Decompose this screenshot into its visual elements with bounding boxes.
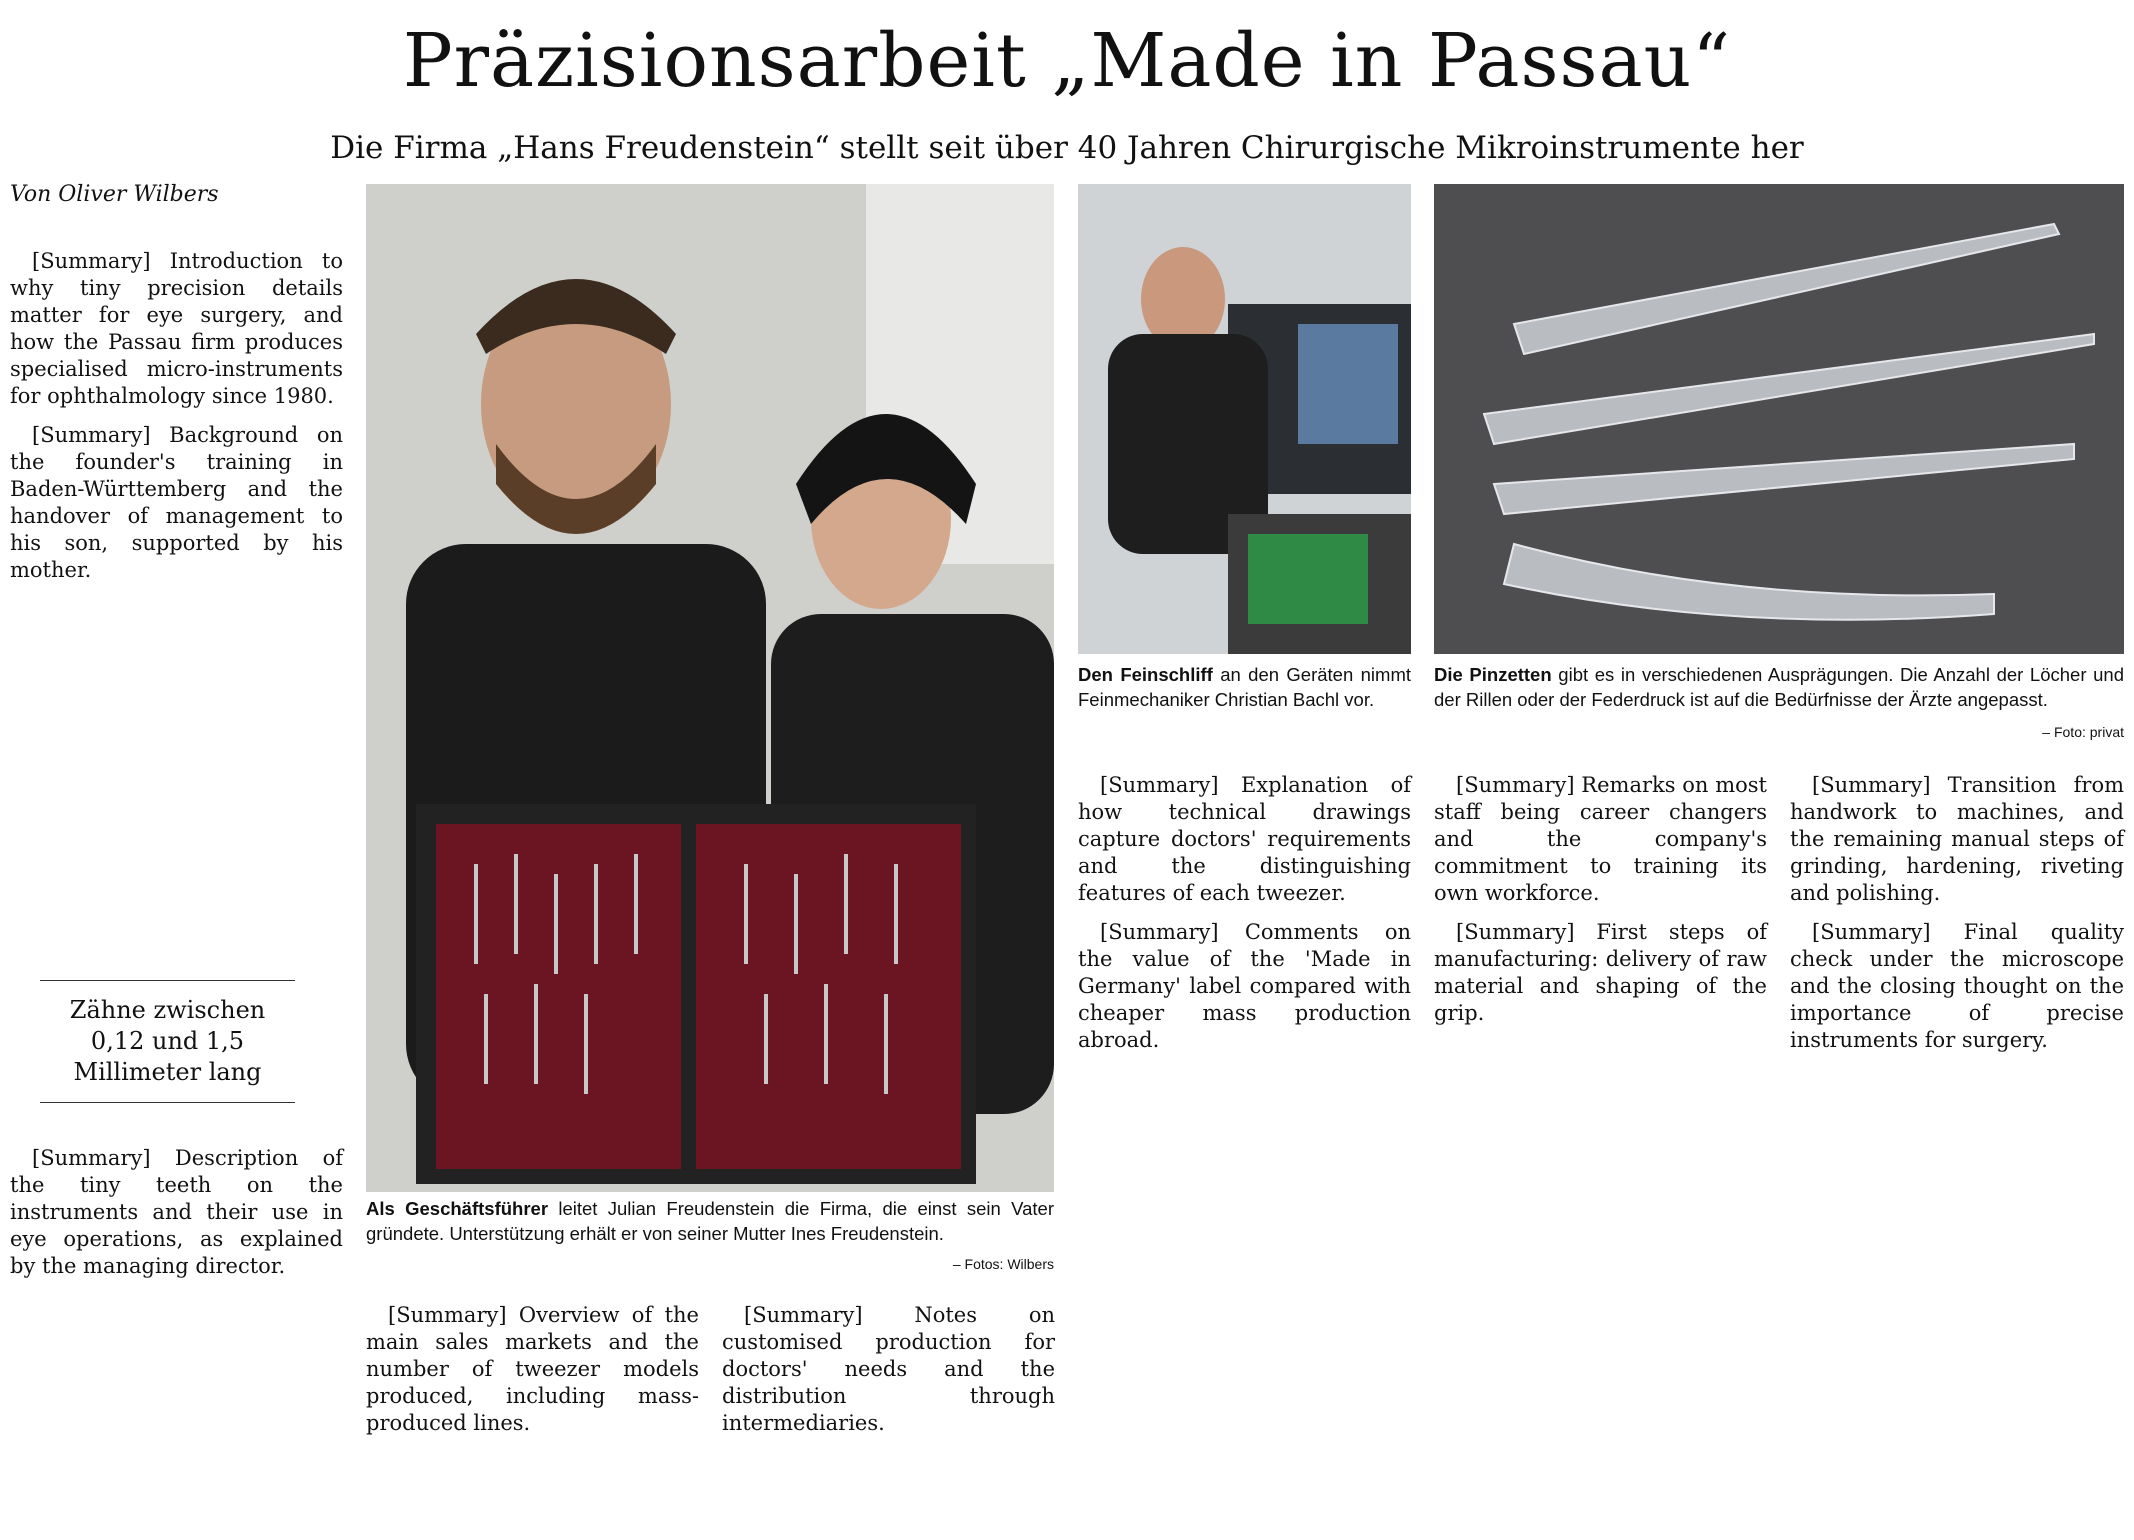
paragraph: [Summary] Comments on the value of the 'Made in Germany' label compared with cheaper mass production abroad. [1078,920,1411,1052]
paragraph: [Summary] Final quality check under the microscope and the closing thought on the importance of precise instruments for surgery. [1790,920,2124,1052]
paragraph: [Summary] Transition from handwork to machines, and the remaining manual steps of grinding, hardening, riveting and polishing. [1790,773,2124,905]
photo-credit: – Fotos: Wilbers [952,1256,1054,1272]
column-1 [10,248,343,596]
column-1b [10,1145,343,1292]
column-5 [1434,772,1767,1039]
paragraph: [Summary] Notes on customised production for doctors' needs and the distribution through intermediaries. [722,1303,1055,1435]
photo-3-caption [1434,662,2124,712]
column-4 [1078,772,1411,1066]
photo-illustration [366,184,1054,1192]
paragraph: [Summary] Remarks on most staff being career changers and the company's commitment to training its own workforce. [1434,773,1767,905]
caption-lead: Als Geschäftsführer [366,1198,549,1219]
caption-text: gibt es in verschiedenen Ausprägungen. Die Anzahl der Löcher und der Rillen oder der Federdruck ist auf die Bedürfnisse der Ärzte angepasst. [1434,664,2124,710]
paragraph: [Summary] Overview of the main sales markets and the number of tweezer models produced, including mass-produced lines. [366,1303,699,1435]
photo-illustration [1434,184,2124,654]
byline: Von Oliver Wilbers [10,182,219,207]
photo-illustration [1078,184,1411,654]
photo-tweezers [1434,184,2124,654]
subhead: Die Firma „Hans Freudenstein“ stellt seit über 40 Jahren Chirurgische Mikroinstrumente her [330,130,1804,166]
column-2 [366,1302,699,1449]
pull-quote: Zähne zwischen 0,12 und 1,5 Millimeter lang [40,980,295,1103]
caption-lead: Die Pinzetten [1434,664,1552,685]
photo-owners [366,184,1054,1192]
caption-text: an den Geräten nimmt Feinmechaniker Christian Bachl vor. [1078,664,1411,710]
photo-1-caption [366,1196,1054,1246]
paragraph: [Summary] Introduction to why tiny precision details matter for eye surgery, and how the Passau firm produces specialised micro-instruments for ophthalmology since 1980. [10,249,343,408]
column-3 [722,1302,1055,1449]
caption-text: leitet Julian Freudenstein die Firma, die einst sein Vater gründete. Unterstützung erhält er von seiner Mutter Ines Freudenstein. [366,1198,1054,1244]
photo-2-caption [1078,662,1411,712]
headline: Präzisionsarbeit „Made in Passau“ [402,18,1732,104]
photo-credit: – Foto: privat [2042,724,2124,740]
photo-mechanic [1078,184,1411,654]
column-6 [1790,772,2124,1066]
paragraph: [Summary] First steps of manufacturing: delivery of raw material and shaping of the grip. [1434,920,1767,1025]
paragraph: [Summary] Description of the tiny teeth on the instruments and their use in eye operations, as explained by the managing director. [10,1146,343,1278]
paragraph: [Summary] Background on the founder's training in Baden-Württemberg and the handover of management to his son, supported by his mother. [10,423,343,582]
caption-lead: Den Feinschliff [1078,664,1213,685]
paragraph: [Summary] Explanation of how technical drawings capture doctors' requirements and the distinguishing features of each tweezer. [1078,773,1411,905]
